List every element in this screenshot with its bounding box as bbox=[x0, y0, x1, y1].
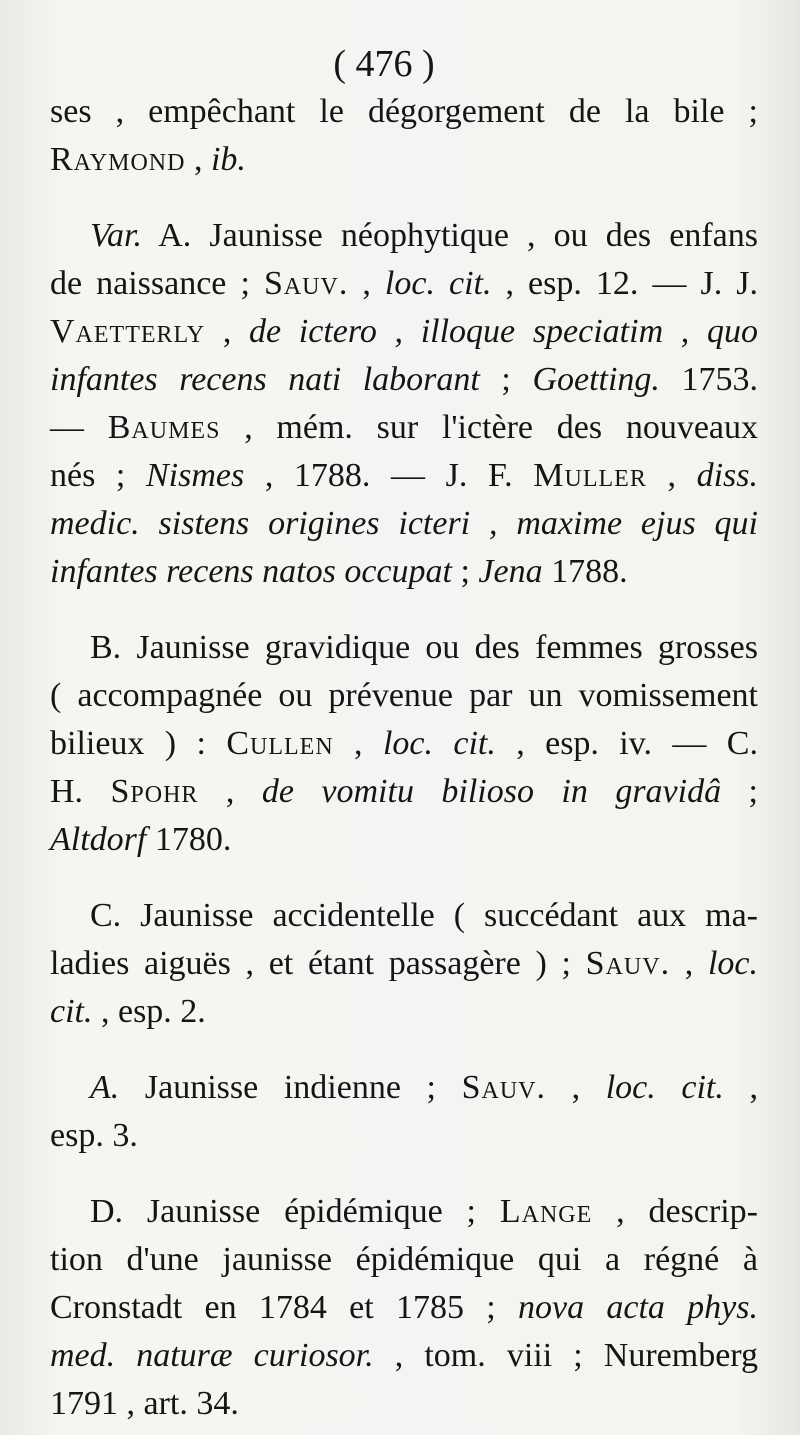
text-segment: , mém. sur l'ictère des nouveaux bbox=[220, 409, 759, 446]
text-line bbox=[50, 1112, 758, 1160]
italic-text: Var. bbox=[90, 217, 142, 254]
text-line bbox=[50, 940, 758, 988]
text-segment: , bbox=[670, 945, 708, 982]
text-body bbox=[50, 88, 758, 1428]
text-line bbox=[50, 720, 758, 768]
text-segment: esp. 3. bbox=[50, 1117, 138, 1154]
italic-text: cit. bbox=[50, 993, 93, 1030]
text-line bbox=[50, 212, 758, 260]
italic-text: Nismes bbox=[145, 457, 245, 494]
text-line bbox=[50, 500, 758, 548]
text-line bbox=[50, 88, 758, 136]
text-segment: Jaunisse indienne ; bbox=[119, 1069, 462, 1106]
author-name: Sauv. bbox=[263, 265, 349, 302]
text-segment: bilieux ) : bbox=[50, 725, 227, 762]
italic-text: Jena bbox=[478, 553, 543, 590]
text-segment: 1780. bbox=[146, 821, 232, 858]
text-segment: , bbox=[723, 1069, 758, 1106]
text-segment: ladies aiguës , et étant passagère ) ; bbox=[50, 945, 586, 982]
text-segment: , esp. 2. bbox=[92, 993, 206, 1030]
italic-text: med. naturæ curiosor. bbox=[50, 1337, 374, 1374]
author-name: Cullen bbox=[226, 725, 334, 762]
text-segment: B. Jaunisse gravidique ou des femmes grosses bbox=[90, 629, 758, 666]
text-segment: ( accompagnée ou prévenue par un vomissement bbox=[50, 677, 758, 714]
text-line bbox=[50, 548, 758, 596]
italic-text: diss. bbox=[696, 457, 758, 494]
text-line bbox=[50, 452, 758, 500]
text-line bbox=[50, 1284, 758, 1332]
text-segment: Cronstadt en 1784 et 1785 ; bbox=[50, 1289, 518, 1326]
text-segment: ; bbox=[721, 773, 758, 810]
text-segment: D. Jaunisse épidémique ; bbox=[90, 1193, 500, 1230]
text-segment: , bbox=[348, 265, 385, 302]
text-line bbox=[50, 308, 758, 356]
text-segment: 1753. bbox=[659, 361, 759, 398]
text-segment: tion d'une jaunisse épidémique qui a régné à bbox=[50, 1241, 758, 1278]
author-name: Baumes bbox=[107, 409, 221, 446]
italic-text: Goetting. bbox=[532, 361, 660, 398]
text-segment: ; bbox=[451, 553, 479, 590]
text-line bbox=[50, 892, 758, 940]
text-line bbox=[50, 1380, 758, 1428]
italic-text: Altdorf bbox=[50, 821, 147, 858]
text-line bbox=[50, 356, 758, 404]
text-line bbox=[50, 1188, 758, 1236]
author-name: Sauv. bbox=[461, 1069, 546, 1106]
text-line bbox=[50, 624, 758, 672]
text-segment: ses , empêchant le dégorgement de la bile ; bbox=[50, 93, 758, 130]
text-line bbox=[50, 260, 758, 308]
italic-text: ib. bbox=[210, 141, 246, 178]
italic-text: infantes recens nati laborant bbox=[50, 361, 480, 398]
text-segment: — bbox=[50, 409, 108, 446]
italic-text: loc. cit. bbox=[382, 725, 496, 762]
text-line bbox=[50, 1236, 758, 1284]
text-line bbox=[50, 672, 758, 720]
text-segment: C. Jaunisse accidentelle ( succédant aux ma- bbox=[90, 897, 758, 934]
italic-text: nova acta phys. bbox=[517, 1289, 758, 1326]
italic-text: medic. sistens origines icteri , maxime ejus qui bbox=[50, 505, 758, 542]
text-segment: ; bbox=[479, 361, 533, 398]
text-segment: 1791 , art. 34. bbox=[50, 1385, 239, 1422]
author-name: Sauv. bbox=[585, 945, 671, 982]
text-segment: , bbox=[546, 1069, 606, 1106]
text-segment: 1788. bbox=[542, 553, 628, 590]
author-name: Vaetterly bbox=[50, 313, 206, 350]
italic-text: loc. cit. bbox=[384, 265, 492, 302]
text-segment: , esp. 12. — J. J. bbox=[491, 265, 758, 302]
text-segment: , bbox=[333, 725, 383, 762]
text-segment: H. bbox=[50, 773, 111, 810]
text-segment: , 1788. — J. F. bbox=[244, 457, 534, 494]
italic-text: de ictero , illoque speciatim , quo bbox=[249, 313, 758, 350]
author-name: Raymond bbox=[50, 141, 186, 178]
text-line bbox=[50, 1332, 758, 1380]
italic-text: de vomitu bilioso in gravidâ bbox=[261, 773, 722, 810]
page-number: ( 476 ) bbox=[333, 43, 435, 85]
text-segment: A. Jaunisse néophytique , ou des enfans bbox=[141, 217, 758, 254]
text-line bbox=[50, 768, 758, 816]
text-segment: de naissance ; bbox=[50, 265, 264, 302]
italic-text: loc. cit. bbox=[605, 1069, 724, 1106]
text-segment: , bbox=[205, 313, 249, 350]
italic-text: loc. bbox=[707, 945, 758, 982]
text-segment: , bbox=[198, 773, 262, 810]
italic-text: infantes recens natos occupat bbox=[50, 553, 452, 590]
text-line bbox=[50, 988, 758, 1036]
text-segment: , esp. iv. — C. bbox=[495, 725, 758, 762]
text-segment: nés ; bbox=[50, 457, 146, 494]
author-name: Lange bbox=[499, 1193, 593, 1230]
italic-text: A. bbox=[90, 1069, 120, 1106]
author-name: Muller bbox=[533, 457, 647, 494]
text-segment: , tom. viii ; Nuremberg bbox=[373, 1337, 759, 1374]
text-segment: , descrip- bbox=[592, 1193, 758, 1230]
text-line bbox=[50, 1064, 758, 1112]
text-line bbox=[50, 404, 758, 452]
text-segment: , bbox=[646, 457, 697, 494]
author-name: Spohr bbox=[110, 773, 199, 810]
text-segment: , bbox=[185, 141, 211, 178]
text-line bbox=[50, 136, 758, 184]
text-line bbox=[50, 816, 758, 864]
